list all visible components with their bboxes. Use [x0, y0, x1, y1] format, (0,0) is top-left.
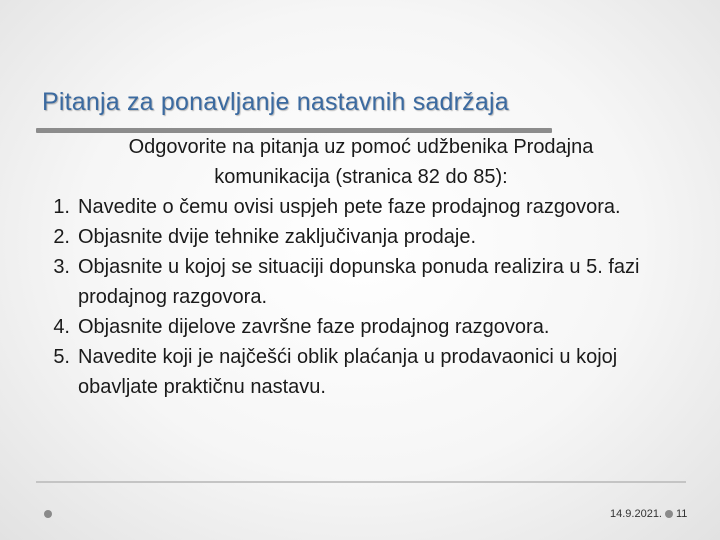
intro-text: Odgovorite na pitanja uz pomoć udžbenika Prodajna komunikacija (stranica 82 do 85): — [128, 136, 594, 188]
question-number: 3. — [53, 256, 70, 278]
question-number: 4. — [53, 316, 70, 338]
question-text: Objasnite dijelove završne faze prodajnog razgovora. — [78, 316, 550, 338]
slide-title: Pitanja za ponavljanje nastavnih sadržaja — [42, 88, 509, 116]
question-item-1 — [40, 192, 680, 222]
question-item-5 — [40, 342, 680, 402]
question-number: 2. — [53, 226, 70, 248]
footer-divider — [36, 481, 686, 483]
question-item-3 — [40, 252, 680, 312]
question-text: Navedite koji je najčešći oblik plaćanja u prodavaonici u kojoj obavljate praktičnu nastavu. — [78, 346, 618, 398]
page-number: 11 — [676, 508, 688, 520]
question-item-2 — [40, 222, 680, 252]
slide-body — [40, 132, 680, 402]
question-text: Navedite o čemu ovisi uspjeh pete faze prodajnog razgovora. — [78, 196, 621, 218]
question-number: 1. — [53, 196, 70, 218]
footer-bullet-icon — [44, 510, 52, 518]
question-text: Objasnite dvije tehnike zaključivanja prodaje. — [78, 226, 477, 248]
question-number: 5. — [53, 346, 70, 368]
question-list — [40, 192, 680, 402]
question-text: Objasnite u kojoj se situaciji dopunska ponuda realizira u 5. fazi prodajnog razgovora. — [78, 256, 640, 308]
footer-date: 14.9.2021. — [610, 508, 662, 520]
footer-bullet-icon — [665, 510, 673, 518]
question-item-4 — [40, 312, 680, 342]
